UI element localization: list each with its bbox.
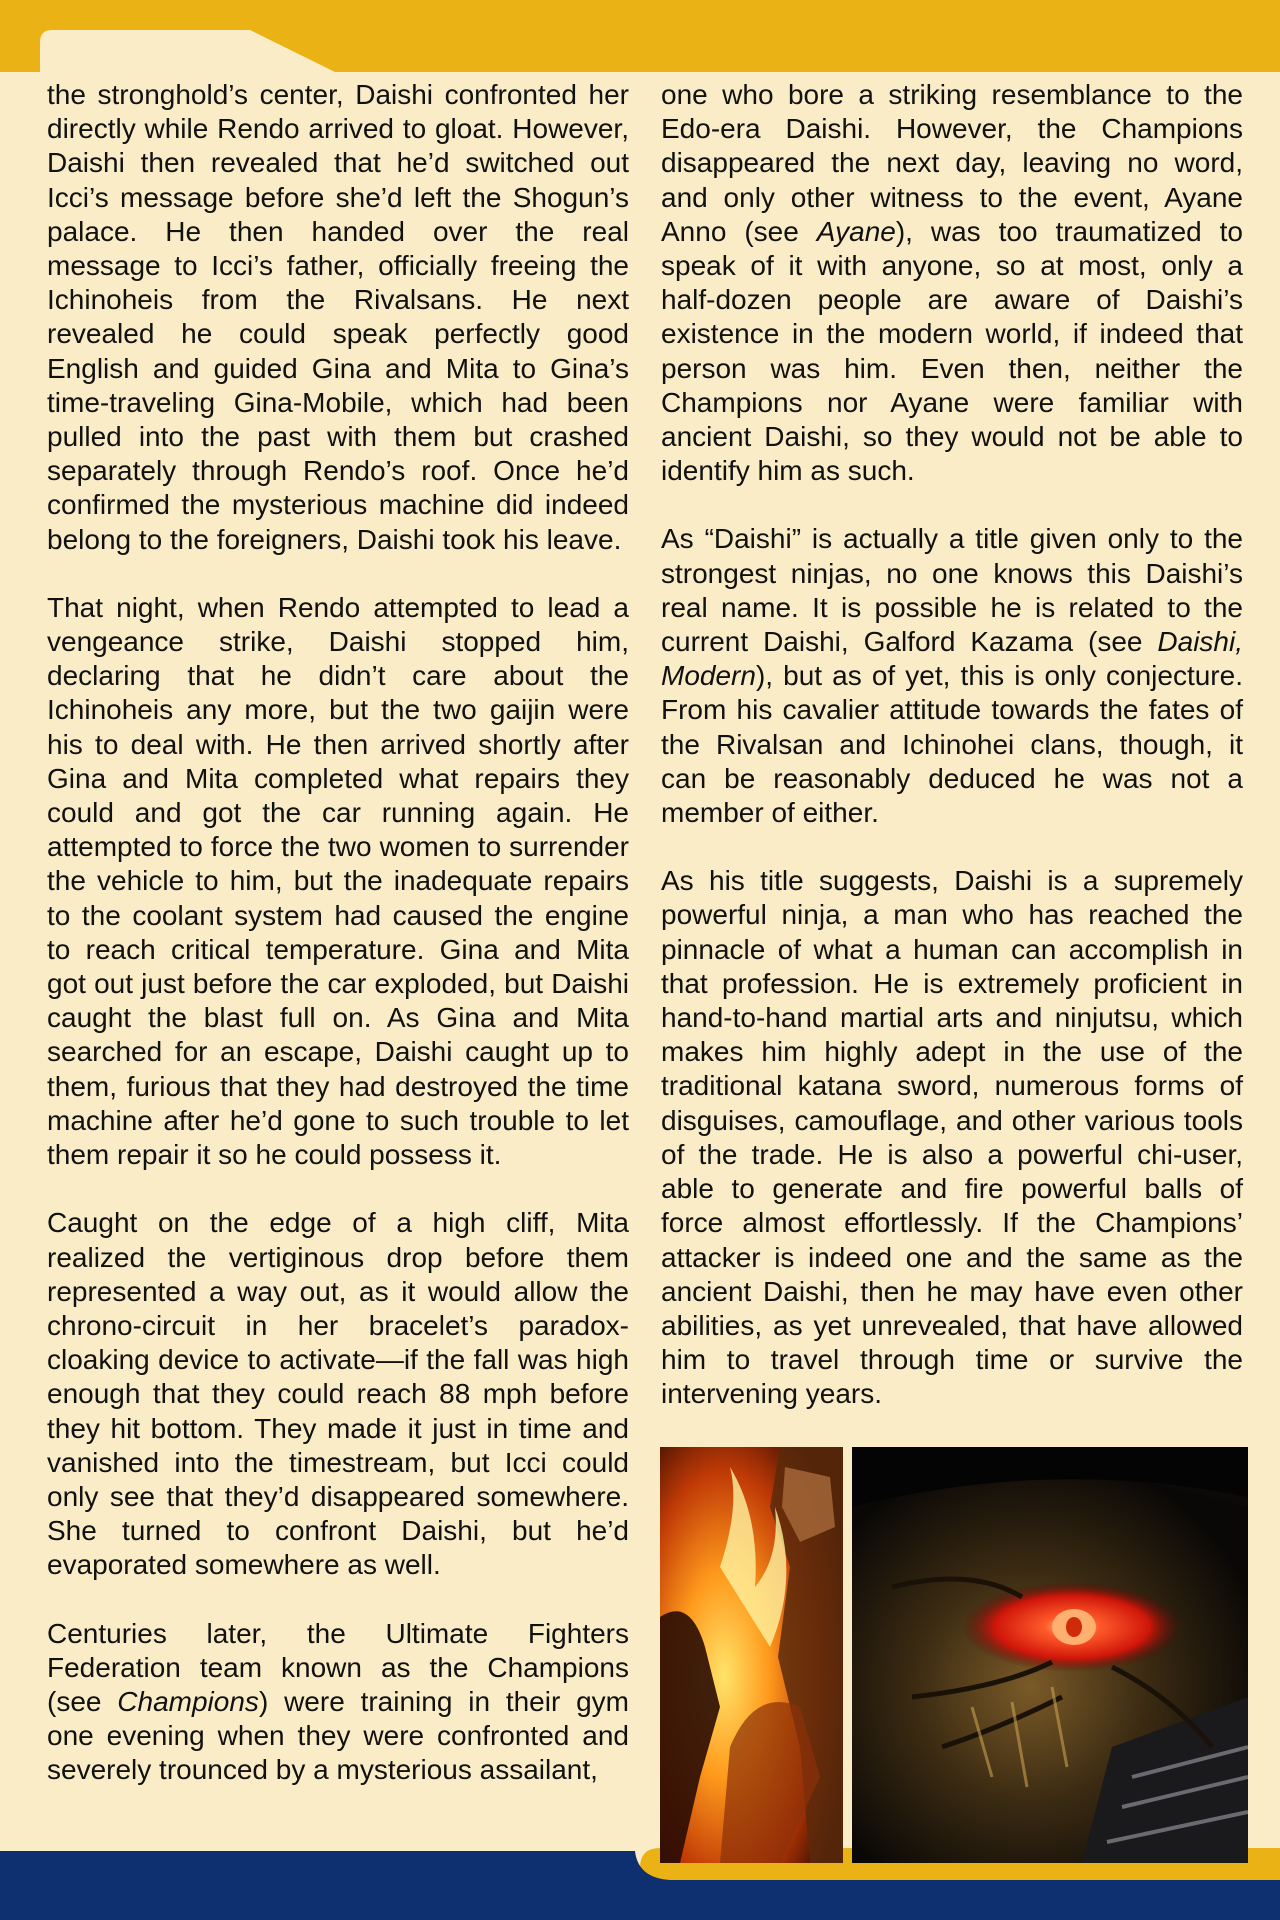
article-right-column bbox=[661, 78, 1243, 1412]
paragraph bbox=[47, 1617, 629, 1788]
paragraph: the stronghold’s center, Daishi confronted her directly while Rendo arrived to gloat. However, Daishi then revealed that he’d switched out Icci’s message before she’d left the Shogun’s palace. He then handed over the real message to Icci’s father, officially freeing the Ichinoheis from the Rivalsans. He next revealed he could speak perfectly good English and guided Gina and Mita to Gina’s time-traveling Gina-Mobile, which had been pulled into the past with them but crashed separately through Rendo’s roof. Once he’d confirmed the mysterious machine did indeed belong to the foreigners, Daishi took his leave. bbox=[47, 79, 629, 555]
cross-reference: Ayane bbox=[816, 215, 896, 247]
comic-panel-glowing-eye bbox=[852, 1447, 1248, 1863]
paragraph: That night, when Rendo attempted to lead a vengeance strike, Daishi stopped him, declaring that he didn’t care about the Ichinoheis any more, but the two gaijin were his to deal with. He then arrived shortly after Gina and Mita completed what repairs they could and got the car running again. He attempted to force the two women to surrender the vehicle to him, but the inadequate repairs to the coolant system had caused the engine to reach critical temperature. Gina and Mita got out just before the car exploded, but Daishi caught the blast full on. As Gina and Mita searched for an escape, Daishi caught up to them, furious that they had destroyed the time machine after he’d gone to such trouble to let them repair it so he could possess it. bbox=[47, 591, 629, 1171]
paragraph bbox=[661, 522, 1243, 830]
paragraph-text: Centuries later, the Ultimate Fighters Federation team known as the Champions (see bbox=[47, 1617, 629, 1717]
article-left-column bbox=[47, 78, 629, 1788]
comic-panel-fire bbox=[660, 1447, 843, 1863]
paragraph-text: one who bore a striking resemblance to the Edo-era Daishi. However, the Champions disappeared the next day, leaving no word, and only other witness to the event, Ayane Anno (see bbox=[661, 79, 1243, 247]
paragraph-text: ), but as of yet, this is only conjecture. From his cavalier attitude towards the fates of the Rivalsan and Ichinohei clans, though, it can be reasonably deduced he was not a member of either. bbox=[661, 660, 1243, 829]
paragraph-text: As “Daishi” is actually a title given only to the strongest ninjas, no one knows this Daishi’s real name. It is possible he is related to the current Daishi, Galford Kazama (see bbox=[661, 523, 1243, 658]
cross-reference: Daishi, Modern bbox=[661, 626, 1243, 692]
paragraph-text: ) were training in their gym one evening when they were confronted and severely trounced by a mysterious assailant, bbox=[47, 1685, 630, 1786]
paragraph: As his title suggests, Daishi is a supremely powerful ninja, a man who has reached the pinnacle of what a human can accomplish in that profession. He is extremely proficient in hand-to-hand martial arts and ninjutsu, which makes him highly adept in the use of the traditional katana sword, numerous forms of disguises, camouflage, and other various tools of the trade. He is also a powerful chi-user, able to generate and fire powerful balls of force almost effortlessly. If the Champions’ attacker is indeed one and the same as the ancient Daishi, then he may have even other abilities, as yet unrevealed, that have allowed him to travel through time or survive the intervening years. bbox=[661, 865, 1243, 1410]
paragraph-text: ), was too traumatized to speak of it with anyone, so at most, only a half-dozen people are aware of Daishi’s existence in the modern world, if indeed that person was him. Even then, neither the Champions nor Ayane were familiar with ancient Daishi, so they would not be able to identify him as such. bbox=[661, 215, 1243, 487]
paragraph: Caught on the edge of a high cliff, Mita realized the vertiginous drop before them represented a way out, as it would allow the chrono-circuit in her bracelet’s paradox-cloaking device to activate—if the fall was high enough that they could reach 88 mph before they hit bottom. They made it just in time and vanished into the timestream, but Icci could only see that they’d disappeared somewhere. She turned to confront Daishi, but he’d evaporated somewhere as well. bbox=[47, 1207, 629, 1581]
cross-reference: Champions bbox=[117, 1685, 259, 1717]
paragraph bbox=[661, 78, 1243, 488]
